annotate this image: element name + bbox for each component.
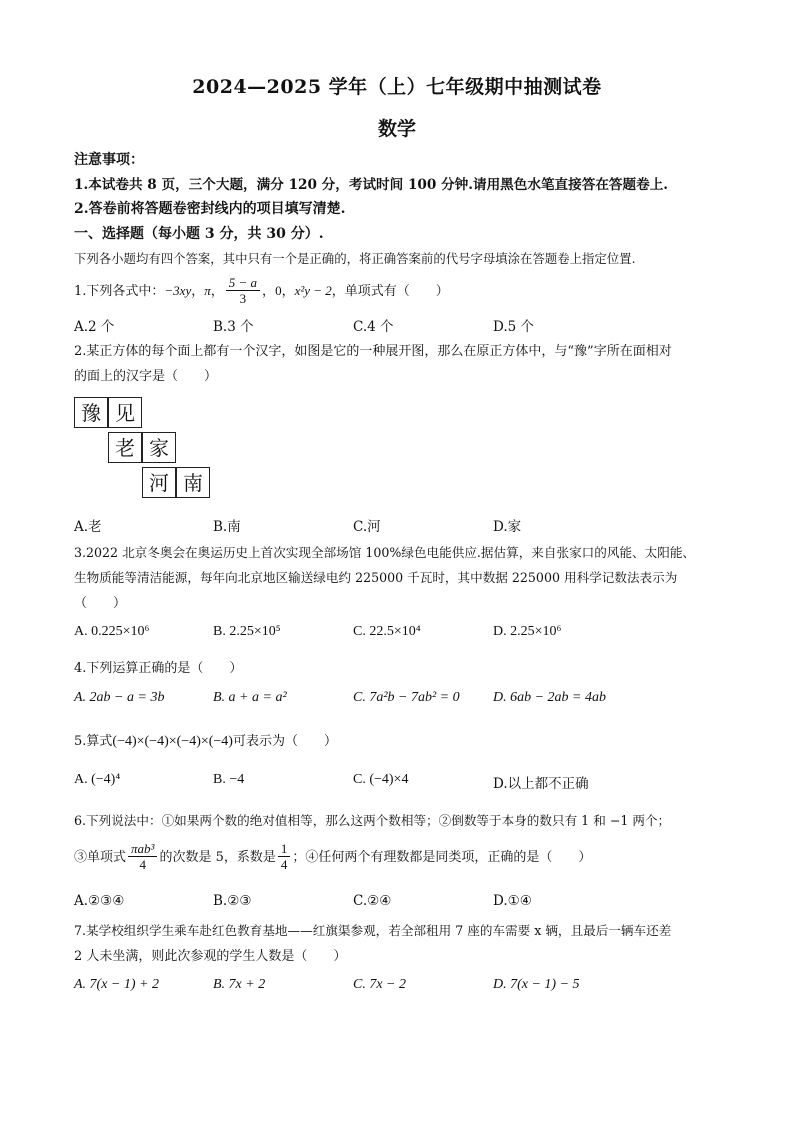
net-cell-jia: 家 — [142, 432, 176, 463]
question-5-stem — [74, 730, 337, 750]
net-cell-he: 河 — [142, 467, 176, 498]
q5-option-b[interactable]: B. −4 — [213, 772, 245, 787]
question-6-line-2 — [74, 840, 591, 876]
q1-sep: ， — [281, 284, 295, 299]
notice-heading: 注意事项： — [74, 152, 144, 168]
q6-mid: 的次数是 5，系数是 — [159, 850, 276, 865]
q6-coef-num: 1 — [278, 842, 291, 857]
cube-net-figure — [74, 397, 219, 502]
q1-suffix: ，单项式有（ ） — [331, 284, 449, 299]
net-cell-lao: 老 — [108, 432, 142, 463]
notice-item-2: 2.答卷前将答题卷密封线内的项目填写清楚. — [74, 201, 346, 217]
q1-expr-1: −3xy — [164, 283, 192, 298]
q7-option-c[interactable]: C. 7x − 2 — [353, 977, 406, 992]
q1-expr-5: x²y − 2 — [294, 283, 332, 298]
section-instruction: 下列各小题均有四个答案，其中只有一个是正确的，将正确答案前的代号字母填涂在答题卷上指定位置. — [74, 251, 636, 266]
q5-prefix: 5.算式 — [74, 734, 113, 749]
question-7-line-1: 7.某学校组织学生乘车赴红色教育基地——红旗渠参观，若全部租用 7 座的车需要 x 辆，且最后一辆车还差 — [74, 923, 672, 938]
q6-option-a[interactable]: A.②③④ — [74, 893, 125, 909]
q5-option-c[interactable]: C. (−4)×4 — [353, 772, 409, 787]
question-2-line-1: 2.某正方体的每个面上都有一个汉字，如图是它的一种展开图，那么在原正方体中，与“豫”字所在面相对 — [74, 344, 672, 359]
q6-frac-den: 4 — [139, 857, 146, 873]
q1-fraction — [226, 276, 260, 307]
q2-option-d[interactable]: D.家 — [493, 519, 522, 535]
q1-option-a[interactable]: A.2 个 — [74, 319, 115, 335]
subject-title: 数学 — [377, 118, 416, 140]
question-3-line-3: （ ） — [74, 596, 127, 611]
q1-prefix: 1.下列各式中： — [74, 284, 165, 299]
q7-option-a[interactable]: A. 7(x − 1) + 2 — [74, 977, 159, 992]
q6-option-c[interactable]: C.②④ — [353, 893, 392, 909]
q3-option-c[interactable]: C. 22.5×10⁴ — [353, 624, 421, 639]
question-3-line-2: 生物质能等清洁能源，每年向北京地区输送绿电约 225000 千瓦时，其中数据 225000 用科学记数法表示为 — [74, 570, 678, 585]
q4-option-b[interactable]: B. a + a = a² — [213, 690, 287, 705]
q3-option-d[interactable]: D. 2.25×10⁶ — [493, 624, 562, 639]
question-1-stem — [74, 274, 449, 309]
net-cell-nan: 南 — [176, 467, 210, 498]
exam-title: 2024—2025 学年（上）七年级期中抽测试卷 — [192, 76, 602, 98]
q2-option-a[interactable]: A.老 — [74, 519, 102, 535]
q6-prefix: ③单项式 — [74, 850, 127, 865]
q6-coef-fraction — [278, 842, 291, 873]
q4-option-c[interactable]: C. 7a²b − 7ab² = 0 — [353, 690, 460, 705]
q6-coef-den: 4 — [280, 857, 288, 873]
q5-suffix: 可表示为（ ） — [232, 734, 337, 749]
q2-option-b[interactable]: B.南 — [213, 519, 241, 535]
q5-option-d[interactable]: D.以上都不正确 — [493, 776, 589, 792]
q2-option-c[interactable]: C.河 — [353, 519, 381, 535]
q1-zero: 0 — [275, 283, 282, 298]
q5-option-a[interactable]: A. (−4)⁴ — [74, 772, 121, 787]
q4-option-d[interactable]: D. 6ab − 2ab = 4ab — [493, 690, 607, 705]
question-6-line-1: 6.下列说法中：①如果两个数的绝对值相等，那么这两个数相等；②倒数等于本身的数只有 1 和 −1 两个； — [74, 813, 671, 828]
q1-pi: π — [204, 283, 211, 298]
q1-frac-den: 3 — [239, 291, 247, 307]
q1-sep: ， — [191, 284, 205, 299]
q6-frac-num: πab³ — [128, 842, 157, 857]
q1-option-b[interactable]: B.3 个 — [213, 319, 254, 335]
q7-option-d[interactable]: D. 7(x − 1) − 5 — [493, 977, 580, 992]
q3-option-b[interactable]: B. 2.25×10⁵ — [213, 624, 281, 639]
notice-item-1: 1.本试卷共 8 页，三个大题，满分 120 分，考试时间 100 分钟.请用黑色水笔直接答在答题卷上. — [74, 177, 669, 193]
question-4-stem: 4.下列运算正确的是（ ） — [74, 661, 243, 676]
q4-option-a[interactable]: A. 2ab − a = 3b — [74, 690, 165, 705]
q7-option-b[interactable]: B. 7x + 2 — [213, 977, 266, 992]
question-2-line-2: 的面上的汉字是（ ） — [74, 369, 218, 384]
q6-suffix: ；④任何两个有理数都是同类项，正确的是（ ） — [292, 850, 592, 865]
q1-option-d[interactable]: D.5 个 — [493, 319, 535, 335]
net-cell-yu: 豫 — [74, 397, 108, 428]
q6-option-b[interactable]: B.②③ — [213, 893, 252, 909]
q3-option-a[interactable]: A. 0.225×10⁶ — [74, 624, 150, 639]
q1-sep: ， — [262, 284, 276, 299]
q1-frac-num: 5 − a — [226, 276, 260, 291]
q5-expression: (−4)×(−4)×(−4)×(−4) — [112, 734, 233, 749]
q1-sep: ， — [210, 284, 224, 299]
q6-monomial-fraction — [128, 842, 157, 873]
net-cell-jian: 见 — [108, 397, 142, 428]
question-3-line-1: 3.2022 北京冬奥会在奥运历史上首次实现全部场馆 100%绿色电能供应.据估算，来自张家口的风能、太阳能、 — [74, 545, 696, 560]
q6-option-d[interactable]: D.①④ — [493, 893, 532, 909]
section-heading: 一、选择题（每小题 3 分，共 30 分）. — [74, 226, 324, 242]
q1-option-c[interactable]: C.4 个 — [353, 319, 394, 335]
question-7-line-2: 2 人未坐满，则此次参观的学生人数是（ ） — [74, 949, 347, 964]
